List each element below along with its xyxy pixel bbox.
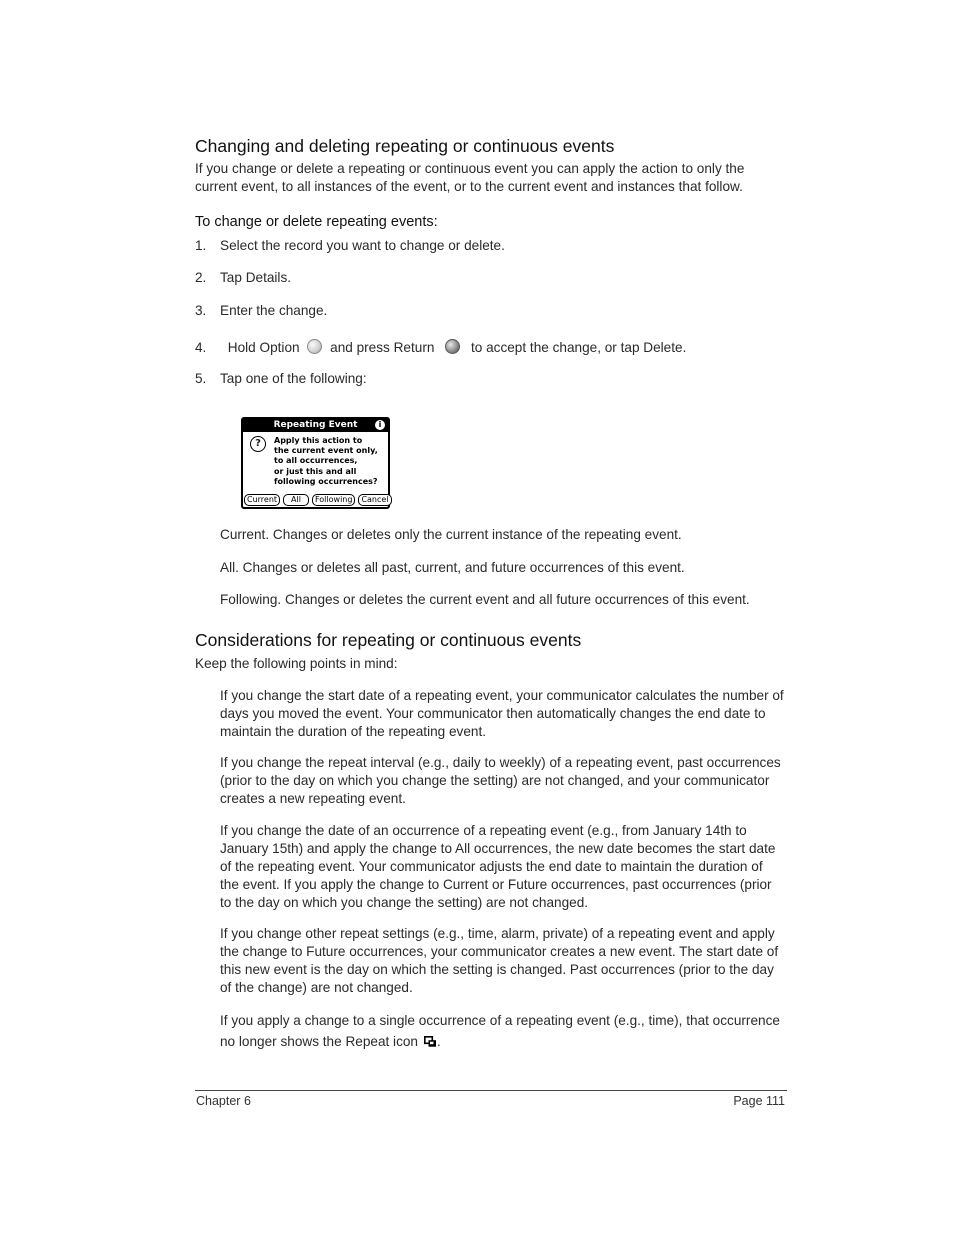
step-text: Enter the change. (220, 303, 328, 318)
following-button[interactable]: Following (312, 494, 355, 506)
section-heading-considerations: Considerations for repeating or continuous events (195, 630, 582, 650)
consideration-point: If you change other repeat settings (e.g., time, alarm, private) of a repeating event and apply the change to Future occurrences, your communicator creates a new event. The start date of this new event is the day on which the setting is changed. Past occurrences (prior to the day of the change) are not changed. (220, 926, 779, 995)
section-intro: If you change or delete a repeating or continuous event you can apply the action to only the current event, to all instances of the event, or to the current event and instances that follow. (195, 161, 745, 194)
step-3 (195, 303, 327, 318)
consideration-point: If you change the date of an occurrence of a repeating event (e.g., from January 14th to January 15th) and apply the change to All occurrences, the new date becomes the start date of the repeating event. Your communicator adjusts the end date to maintain the duration of the event. If you apply the change to Current or Future occurrences, past occurrences (prior to the day on which you change the setting) are not changed. (220, 823, 776, 910)
step-text: Select the record you want to change or delete. (220, 238, 505, 253)
step-number: 1. (195, 238, 207, 253)
step-text-hold-option: Hold Option (227, 340, 300, 355)
step-text: Tap Details. (220, 270, 292, 285)
option-current: Current. Changes or deletes only the current instance of the repeating event. (220, 527, 682, 542)
return-key-icon (445, 339, 460, 354)
procedure-title: To change or delete repeating events: (195, 214, 438, 230)
section-intro: Keep the following points in mind: (195, 656, 398, 671)
dialog-message: Apply this action to the current event only, to all occurrences, or just this and all following occurrences? (274, 436, 378, 486)
step-number: 4. (195, 340, 207, 355)
step-4 (195, 339, 686, 355)
repeat-icon (424, 1033, 437, 1054)
footer-rule (195, 1090, 787, 1091)
step-number: 5. (195, 371, 207, 386)
step-number: 3. (195, 303, 207, 318)
consideration-text-end: . (437, 1034, 441, 1049)
step-5 (195, 371, 367, 386)
step-1 (195, 238, 505, 253)
all-button[interactable]: All (283, 494, 309, 506)
option-following: Following. Changes or deletes the current event and all future occurrences of this event. (220, 592, 750, 607)
consideration-point-last (220, 1010, 785, 1054)
consideration-point: If you change the repeat interval (e.g., daily to weekly) of a repeating event, past occurrences (prior to the day on which you change the setting) are not changed, and your communicator creates a new repeating event. (220, 755, 781, 806)
step-text-accept: to accept the change, or tap Delete. (470, 340, 687, 355)
option-all: All. Changes or deletes all past, current, and future occurrences of this event. (220, 560, 685, 575)
step-text: Tap one of the following: (220, 371, 367, 386)
option-key-icon (307, 339, 322, 354)
dialog-buttons (244, 494, 392, 506)
consideration-text: If you apply a change to a single occurrence of a repeating event (e.g., time), that occurrence no longer shows the Repeat icon (220, 1013, 780, 1049)
consideration-point: If you change the start date of a repeating event, your communicator calculates the number of days you moved the event. Your communicator then automatically changes the end date to maintain the duration of the repeating event. (220, 688, 784, 739)
footer-chapter: Chapter 6 (196, 1094, 251, 1108)
repeating-event-dialog (241, 417, 390, 509)
cancel-button[interactable]: Cancel (358, 494, 391, 506)
section-heading-changing: Changing and deleting repeating or continuous events (195, 136, 615, 156)
question-icon: ? (250, 436, 266, 452)
step-text-press-return: and press Return (330, 340, 435, 355)
info-icon[interactable]: i (375, 420, 385, 430)
current-button[interactable]: Current (244, 494, 280, 506)
dialog-title-bar (243, 419, 388, 432)
step-2 (195, 270, 291, 285)
dialog-title: Repeating Event (273, 420, 358, 430)
step-number: 2. (195, 270, 207, 285)
footer-page-number: Page 111 (733, 1094, 785, 1108)
